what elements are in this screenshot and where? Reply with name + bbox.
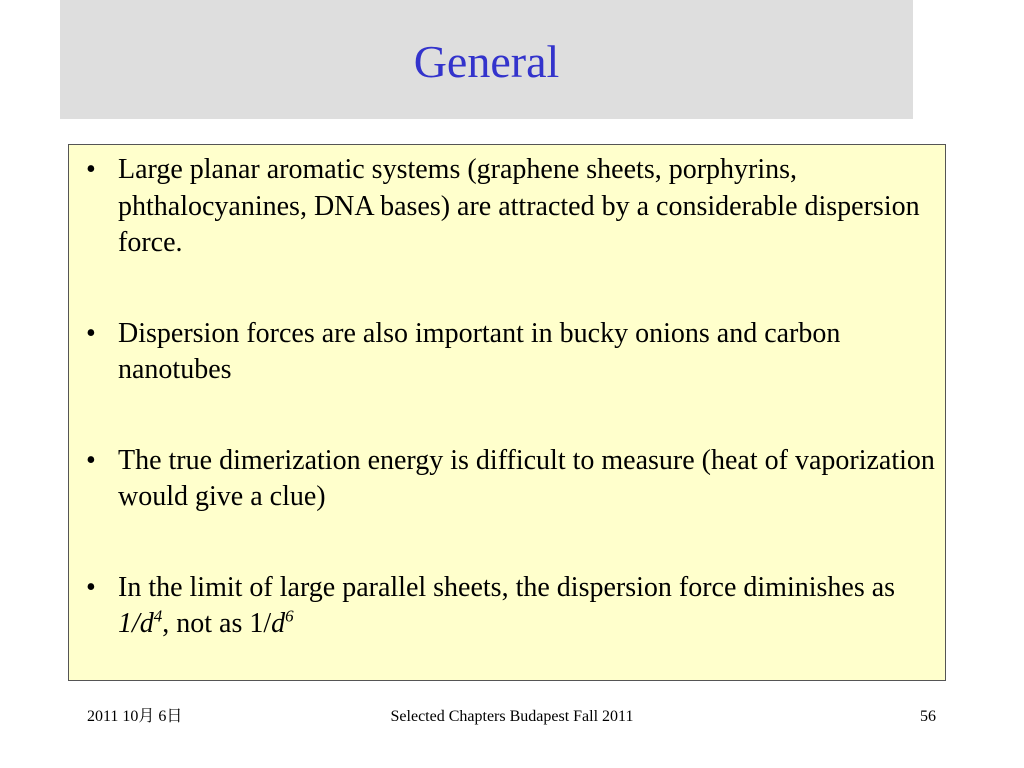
bullet-item (69, 316, 945, 389)
formula-2-exponent: 6 (285, 606, 294, 626)
content-box (68, 144, 946, 681)
footer-title: Selected Chapters Budapest Fall 2011 (390, 708, 634, 725)
bullet-item (69, 152, 945, 262)
bullet-icon: • (86, 444, 96, 476)
bullet-item (69, 570, 945, 643)
slide-title: General (413, 36, 560, 87)
bullet-text: Dispersion forces are also important in bucky onions and carbon nanotubes (118, 317, 841, 385)
page-number: 56 (920, 708, 936, 725)
formula-1-exponent: 4 (153, 606, 163, 626)
title-band (60, 0, 913, 119)
bullet-icon: • (86, 317, 96, 349)
bullet-text-middle: , not as 1/ (162, 608, 272, 639)
bullet-list (69, 152, 945, 697)
bullet-text-before: In the limit of large parallel sheets, the dispersion force diminishes as (118, 571, 896, 603)
bullet-item (69, 443, 945, 516)
bullet-icon: • (86, 154, 96, 185)
formula-1-base: 1/d (118, 608, 154, 639)
footer-date: 2011 10月 6日 (87, 708, 183, 725)
bullet-text (118, 572, 895, 640)
bullet-text: The true dimerization energy is difficult to measure (heat of vaporization would give a clue) (118, 444, 935, 512)
bullet-icon: • (86, 571, 96, 603)
bullet-text: Large planar aromatic systems (graphene sheets, porphyrins, phthalocyanines, DNA bases) are attracted by a considerable dispersion force. (118, 154, 920, 258)
formula-2-base: d (271, 608, 286, 639)
